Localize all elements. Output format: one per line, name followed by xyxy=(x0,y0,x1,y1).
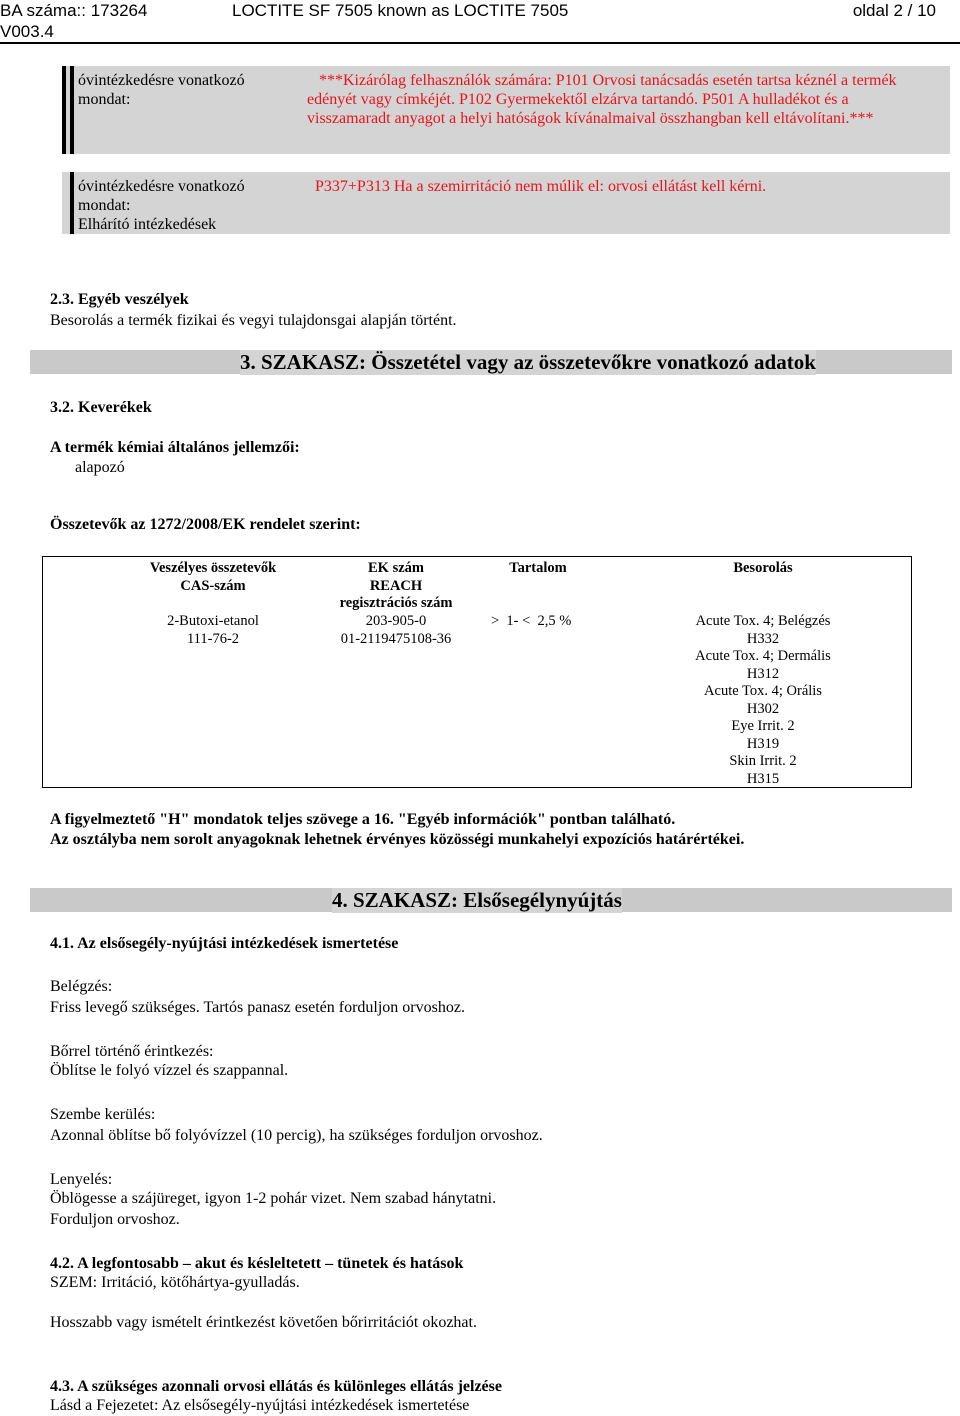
components-table xyxy=(42,556,912,788)
ingestion-text: Öblögesse a szájüreget, igyon 1-2 pohár vizet. Nem szabad hánytatni. xyxy=(50,1190,497,1207)
classification-line: H332 xyxy=(746,630,780,647)
classification-line: H302 xyxy=(746,700,780,717)
skin-contact-text: Öblítse le folyó vízzel és szappannal. xyxy=(50,1062,289,1079)
cell-ek xyxy=(311,613,481,648)
table-header-classification xyxy=(663,560,863,578)
text-line: edényét vagy címkéjét. P102 Gyermekektől elzárva tartandó. P501 A hulladékot és a xyxy=(307,91,849,108)
precaution-text: P337+P313 Ha a szemirritáció nem múlik el: orvosi ellátást kell kérni. xyxy=(315,178,767,195)
component-name: 2-Butoxi-etanol xyxy=(167,613,259,629)
component-cas: 111-76-2 xyxy=(186,630,240,647)
component-reach: 01-2119475108-36 xyxy=(340,630,452,647)
page-number: oldal 2 / 10 xyxy=(852,1,936,20)
label-line: Elhárító intézkedések xyxy=(78,216,217,233)
classification-line: Eye Irrit. 2 xyxy=(731,718,795,734)
classification-line: Skin Irrit. 2 xyxy=(729,753,797,769)
reference-text: Lásd a Fejezetet: Az elsősegély-nyújtási intézkedések ismertetése xyxy=(50,1397,470,1414)
inhalation-text: Friss levegő szükséges. Tartós panasz esetén forduljon orvoshoz. xyxy=(50,999,465,1016)
classification-line: Acute Tox. 4; Belégzés xyxy=(695,613,831,629)
section-2-3-text: Besorolás a termék fizikai és vegyi tulajdonsgai alapján történt. xyxy=(50,312,457,329)
section-4-title: 4. SZAKASZ: Elsősegélynyújtás xyxy=(332,888,622,912)
header-line: REACH xyxy=(369,577,423,594)
header-line: CAS-szám xyxy=(180,577,246,594)
precaution-label xyxy=(78,71,245,109)
table-header-ek xyxy=(311,560,481,613)
table-header-content xyxy=(483,560,593,578)
section-3-title: 3. SZAKASZ: Összetétel vagy az összetevőkre vonatkozó adatok xyxy=(240,350,816,374)
box-left-bar xyxy=(70,66,74,154)
doc-number: BA száma:: 173264 xyxy=(0,1,148,20)
precaution-text xyxy=(307,71,947,128)
header-line: Veszélyes összetevők xyxy=(149,560,277,576)
header-line: EK szám xyxy=(368,560,424,576)
components-heading: Összetevők az 1272/2008/EK rendelet szerint: xyxy=(50,516,361,533)
precaution-response-box xyxy=(62,172,950,234)
long-term-effects-text: Hosszabb vagy ismételt érintkezést követően bőrirritációt okozhat. xyxy=(50,1314,477,1331)
eye-contact-text: Azonnal öblítse bő folyóvízzel (10 percig), ha szükséges forduljon orvoshoz. xyxy=(50,1127,543,1144)
section-4-2-heading: 4.2. A legfontosabb – akut és késleltetett – tünetek és hatások xyxy=(50,1255,464,1272)
component-ek: 203-905-0 xyxy=(365,613,427,629)
doc-version: V003.4 xyxy=(0,22,54,41)
chem-label: A termék kémiai általános jellemzői: xyxy=(50,439,300,456)
ingestion-label: Lenyelés: xyxy=(50,1171,113,1188)
chem-value: alapozó xyxy=(75,459,125,476)
precaution-prevention-box xyxy=(62,66,950,154)
product-name: LOCTITE SF 7505 known as LOCTITE 7505 xyxy=(232,1,569,20)
classification-line: H312 xyxy=(746,665,780,682)
precaution-label xyxy=(78,177,245,234)
page-header xyxy=(0,0,960,44)
header-rule xyxy=(0,42,960,44)
classification-line: H315 xyxy=(746,770,780,787)
section-2-3-heading: 2.3. Egyéb veszélyek xyxy=(50,291,189,308)
label-line: mondat: xyxy=(78,91,131,108)
h-statements-note: A figyelmeztető "H" mondatok teljes szövege a 16. "Egyéb információk" pontban található. xyxy=(50,811,676,828)
exposure-limits-note: Az osztályba nem sorolt anyagoknak lehetnek érvényes közösségi munkahelyi expozíciós határértékei. xyxy=(50,831,745,848)
box-left-bar xyxy=(62,66,66,154)
classification-line: H319 xyxy=(746,735,780,752)
ingestion-text: Forduljon orvoshoz. xyxy=(50,1211,180,1228)
text-line: ***Kizárólag felhasználók számára: P101 Orvosi tanácsadás esetén tartsa kéznél a termék xyxy=(319,72,897,89)
header-line: Besorolás xyxy=(733,560,793,576)
label-line: óvintézkedésre vonatkozó xyxy=(78,72,245,89)
skin-contact-label: Bőrrel történő érintkezés: xyxy=(50,1043,214,1060)
cell-content: > 1- < 2,5 % xyxy=(491,613,572,629)
header-line: regisztrációs szám xyxy=(339,595,453,611)
label-line: óvintézkedésre vonatkozó xyxy=(78,178,245,195)
inhalation-label: Belégzés: xyxy=(50,978,113,995)
section-3-2-heading: 3.2. Keverékek xyxy=(50,399,152,416)
cell-classification xyxy=(663,613,863,788)
symptoms-text: SZEM: Irritáció, kötőhártya-gyulladás. xyxy=(50,1274,300,1291)
section-4-3-heading: 4.3. A szükséges azonnali orvosi ellátás és különleges ellátás jelzése xyxy=(50,1378,502,1395)
text-line: visszamaradt anyagot a helyi hatóságok kívánalmaival összhangban kell eltávolítani.*** xyxy=(307,110,874,127)
header-line: Tartalom xyxy=(509,560,567,576)
label-line: mondat: xyxy=(78,197,131,214)
classification-line: Acute Tox. 4; Dermális xyxy=(695,648,831,664)
cell-component xyxy=(113,613,313,648)
table-header-component xyxy=(113,560,313,595)
eye-contact-label: Szembe kerülés: xyxy=(50,1106,156,1123)
section-4-1-heading: 4.1. Az elsősegély-nyújtási intézkedések ismertetése xyxy=(50,935,399,952)
classification-line: Acute Tox. 4; Orális xyxy=(704,683,822,699)
box-left-bar xyxy=(70,172,74,234)
